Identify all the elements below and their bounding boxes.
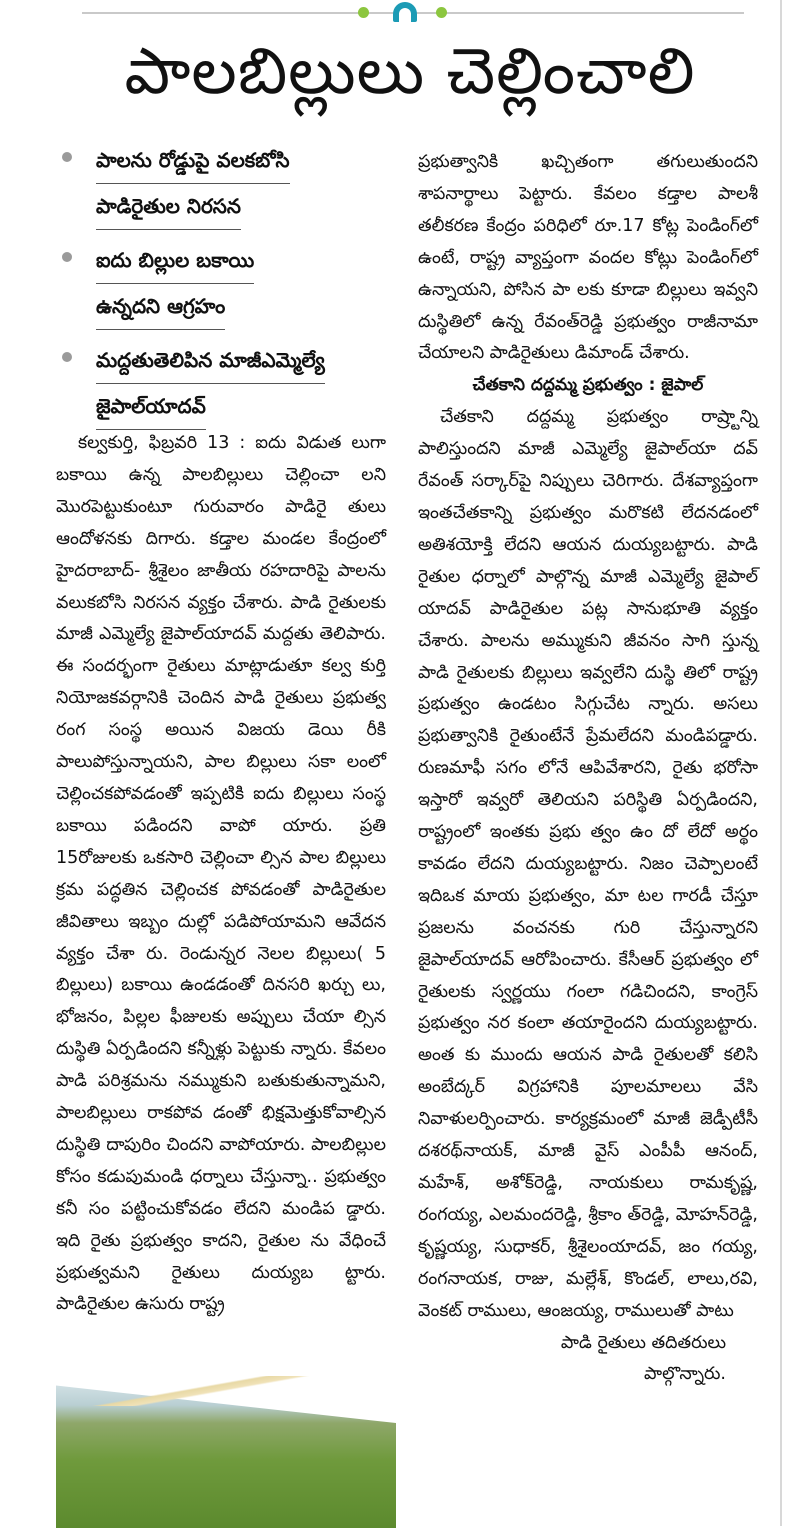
subheading: చేతకాని దద్దమ్మ ప్రభుత్వం : జైపాల్‌	[472, 375, 704, 396]
bullet-item	[58, 138, 408, 230]
bullet-line: పాడిరైతుల నిరసన	[96, 184, 241, 230]
article-tail-line-2: పాల్గొన్నారు.	[644, 1364, 726, 1385]
decorative-dot-left	[358, 7, 369, 18]
highlight-bullets	[58, 138, 408, 438]
publication-logo-icon	[393, 2, 417, 22]
decorative-dot-right	[436, 7, 447, 18]
bullet-item	[58, 338, 408, 430]
bullet-line: ఉన్నదని ఆగ్రహం	[96, 284, 225, 330]
article-column-right	[418, 147, 758, 1391]
page-edge-rule	[780, 0, 782, 1526]
bullet-line: మద్దతుతెలిపిన మాజీఎమ్మెల్యే	[96, 338, 325, 384]
headline: పాలబిల్లులు చెల్లించాలి	[124, 35, 696, 109]
article-body-right-top: ప్రభుత్వానికి ఖచ్చితంగా తగులుతుందని శాపనార్థాలు పెట్టారు. కేవలం కడ్తాల పాలశీ తలీకరణ కేంద్రం పరిధిలో రూ.17 కోట్ల పెండింగ్‌లో ఉంటే, రాష్ట్ర వ్యాప్తంగా వందల కోట్లు పెండింగ్‌లో ఉన్నాయని, పోసిన పా లకు కూడా బిల్లులు ఇవ్వని దుస్థితిలో ఉన్న రేవంత్‌రెడ్డి ప్రభుత్వం రాజీనామా చేయాలని పాడిరైతులు డిమాండ్‌ చేశారు.	[418, 152, 758, 364]
article-body-right: చేతకాని దద్దమ్మ ప్రభుత్వం రాష్ర్టాన్ని పాలిస్తుందని మాజీ ఎమ్మెల్యే జైపాల్‌యా దవ్‌ రేవంత్‌ సర్కార్‌పై నిప్పులు చెరిగారు. దేశవ్యాప్తంగా ఇంతచేతకాన్ని ప్రభుత్వం మరొకటి లేదనడంలో అతిశయోక్తి లేదని ఆయన దుయ్యబట్టారు. పాడి రైతుల ధర్నాలో పాల్గొన్న మాజీ ఎమ్మెల్యే జైపాల్‌ యాదవ్‌ పాడిరైతుల పట్ల సానుభూతి వ్యక్తం చేశారు. పాలను అమ్ముకుని జీవనం సాగి స్తున్న పాడి రైతులకు బిల్లులు ఇవ్వలేని దుస్థి తిలో రాష్ట్ర ప్రభుత్వం ఉండటం సిగ్గుచేట న్నారు. అసలు ప్రభుత్వానికి రైతుంటేనే ప్రేమలేదని మండిపడ్డారు. రుణమాఫీ సగం లోనే ఆపివేశారని, రైతు భరోసా ఇస్తారో ఇవ్వరో తెలియని పరిస్థితి ఏర్పడిందని, రాష్ట్రంలో ఇంతకు ప్రభు త్వం ఉం దో లేదో అర్థం కావడం లేదని దుయ్యబట్టారు. నిజం చెప్పాలంటే ఇదిఒక మాయ ప్రభుత్వం, మా టల గారడీ చేస్తూ ప్రజలను వంచనకు గురి చేస్తున్నారని జైపాల్‌యాదవ్‌ ఆరోపించారు. కేసీఆర్‌ ప్రభుత్వం లో రైతులకు స్వర్ణయు గంలా గడిచిందని, కాంగ్రెస్‌ ప్రభుత్వం నర కంలా తయారైందని దుయ్యబట్టారు. అంత కు ముందు ఆయన పాడి రైతులతో కలిసి అంబేద్కర్‌ విగ్రహానికి పూలమాలలు వేసి నివాళులర్పించారు. కార్యక్రమంలో మాజీ జెడ్పీటీసీ దశరథ్‌నాయక్‌, మాజీ వైస్‌ ఎంపీపీ ఆనంద్‌, మహేశ్‌, అశోక్‌రెడ్డి, నాయకులు రామకృష్ణ, రంగయ్య, ఎలమందరెడ్డి, శ్రీకాం త్‌రెడ్డి, మోహన్‌రెడ్డి, కృష్ణయ్య, సుధాకర్‌, శ్రీశైలంయాదవ్‌, జం గయ్య, రంగనాయక, రాజు, మల్లేశ్‌, కొండల్‌, లాలు,రవి, వెంకట్‌ రాములు, ఆంజయ్య, రాములుతో పాటు	[418, 407, 758, 1321]
bullet-item	[58, 238, 408, 330]
article-column-left	[56, 428, 386, 1321]
article-tail-line-1: పాడి రైతులు తదితరులు	[560, 1332, 726, 1353]
bullet-line: జైపాల్‌యాదవ్	[96, 384, 206, 430]
bullet-line: ఐదు బిల్లుల బకాయి	[96, 238, 254, 284]
article-body-left: కల్వకుర్తి, ఫిబ్రవరి 13 : ఐదు విడుత లుగా బకాయి ఉన్న పాలబిల్లులు చెల్లించా లని మొరపెట్టుకుంటూ గురువారం పాడిరై తులు ఆందోళనకు దిగారు. కడ్తాల మండల కేంద్రంలో హైదరాబాద్‌- శ్రీశైలం జాతీయ రహదారిపై పాలను వలుకబోసి నిరసన వ్యక్తం చేశారు. పాడి రైతులకు మాజీ ఎమ్మెల్యే జైపాల్‌యాదవ్‌ మద్దతు తెలిపారు. ఈ సందర్భంగా రైతులు మాట్లాడుతూ కల్వ కుర్తి నియోజకవర్గానికి చెందిన పాడి రైతులు ప్రభుత్వ రంగ సంస్థ అయిన విజయ డెయి రీకి పాలుపోస్తున్నాయని, పాల బిల్లులు సకా లంలో చెల్లించకపోవడంతో ఇప్పటికి ఐదు బిల్లులు సంస్థ బకాయి పడిందని వాపో యారు. ప్రతి 15రోజులకు ఒకసారి చెల్లించా ల్సిన పాల బిల్లులు క్రమ పద్ధతిన చెల్లించక పోవడంతో పాడిరైతుల జీవితాలు ఇబ్బం దుల్లో పడిపోయామని ఆవేదన వ్యక్తం చేశా రు. రెండున్నర నెలల బిల్లులు( 5 బిల్లులు) బకాయి ఉండడంతో దినసరి ఖర్చు లు, భోజనం, పిల్లల ఫీజులకు అప్పులు చేయా ల్సిన దుస్థితి ఏర్పడిందని కన్నీళ్లు పెట్టుకు న్నారు. కేవలం పాడి పరిశ్రమను నమ్ముకుని బతుకుతున్నామని, పాలబిల్లులు రాకపోవ డంతో భిక్షమెత్తుకోవాల్సిన దుస్థితి దాపురిం చిందని వాపోయారు. పాలబిల్లుల కోసం కడుపుమండి ధర్నాలు చేస్తున్నా.. ప్రభుత్వం కనీ సం పట్టించుకోవడం లేదని మండిప డ్డారు. ఇది రైతు ప్రభుత్వం కాదని, రైతుల ను వేధించే ప్రభుత్వమని రైతులు దుయ్యబ ట్టారు. పాడిరైతుల ఉసురు రాష్ట్ర	[56, 433, 386, 1315]
bullet-line: పాలను రోడ్డుపై వలకబోసి	[96, 138, 290, 184]
road-photo-stripe	[56, 1376, 396, 1406]
